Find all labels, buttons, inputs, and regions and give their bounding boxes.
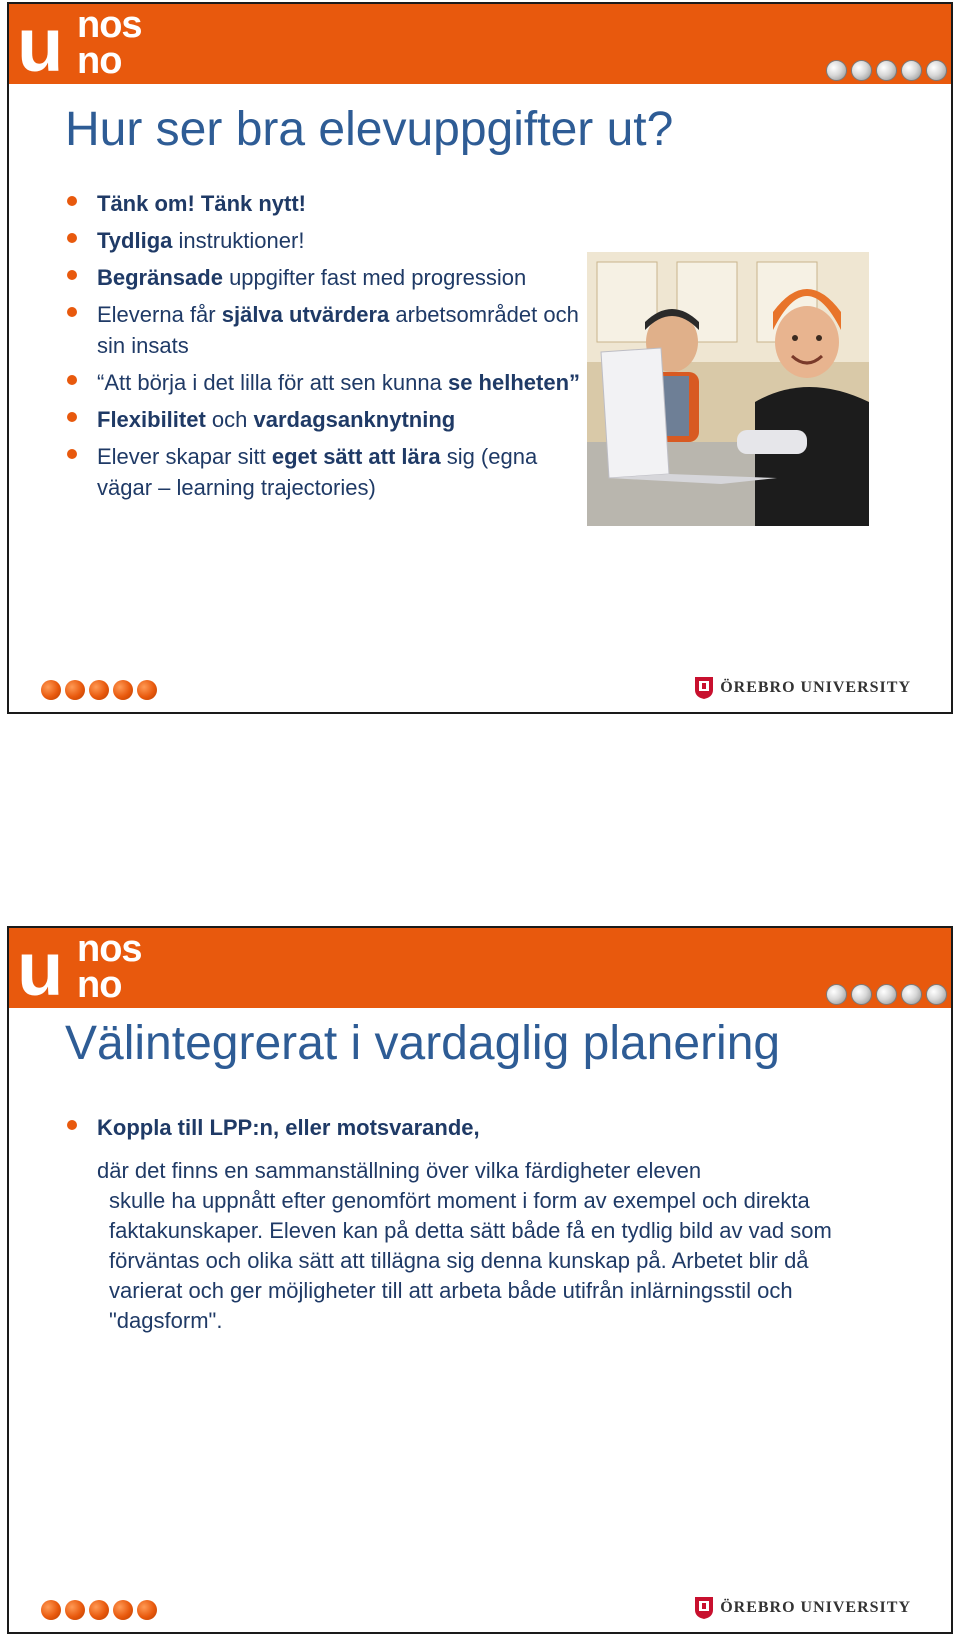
bullet-text: sig (egna vägar – learning trajectories) <box>97 444 538 500</box>
orange-dot-icon <box>137 1600 157 1620</box>
orange-dot-icon <box>113 680 133 700</box>
bullet-text: Flexibilitet <box>97 407 206 432</box>
orange-dot-icon <box>65 1600 85 1620</box>
orange-dot-icon <box>89 680 109 700</box>
bullet-text: Tydliga <box>97 228 173 253</box>
slide-title: Hur ser bra elevuppgifter ut? <box>65 103 674 156</box>
silver-dot-icon <box>826 984 847 1005</box>
slide-header: u nos no <box>9 4 951 84</box>
silver-dot-icon <box>901 984 922 1005</box>
orange-dots-decoration <box>41 1600 157 1620</box>
silver-dot-icon <box>926 60 947 81</box>
orange-dot-icon <box>137 680 157 700</box>
bullet-list <box>65 188 585 509</box>
university-logo <box>694 676 911 700</box>
orange-dots-decoration <box>41 680 157 700</box>
bullet-text: Elever skapar sitt <box>97 444 272 469</box>
bullet-text: uppgifter fast med progression <box>222 265 527 290</box>
orange-dot-icon <box>65 680 85 700</box>
bullet-text: själva utvärdera <box>221 302 390 327</box>
silver-dot-icon <box>826 60 847 81</box>
slide-header: u nos no <box>9 928 951 1008</box>
university-name: ÖREBRO UNIVERSITY <box>720 679 911 696</box>
silver-dot-icon <box>876 60 897 81</box>
bullet-list <box>65 1112 905 1149</box>
orange-dot-icon <box>89 1600 109 1620</box>
orange-dot-icon <box>41 1600 61 1620</box>
silver-dot-icon <box>901 60 922 81</box>
bullet-text: vardagsanknytning <box>253 407 456 432</box>
bullet-item: Koppla till LPP:n, eller motsvarande, <box>65 1112 905 1143</box>
slide-title: Välintegrerat i vardaglig planering <box>65 1017 781 1070</box>
university-shield-icon <box>694 676 714 700</box>
student-laptop-photo <box>587 252 869 526</box>
bullet-item <box>65 262 585 293</box>
orange-dot-icon <box>41 680 61 700</box>
bullet-text: Tänk om! Tänk nytt! <box>97 191 307 216</box>
bullet-text: Eleverna får <box>97 302 222 327</box>
silver-dot-icon <box>876 984 897 1005</box>
silver-dot-icon <box>926 984 947 1005</box>
bullet-item <box>65 299 585 361</box>
university-shield-icon <box>694 1596 714 1620</box>
bullet-text: instruktioner! <box>172 228 305 253</box>
bullet-item <box>65 188 585 219</box>
university-logo <box>694 1596 911 1620</box>
bullet-text: och <box>205 407 254 432</box>
silver-dots-decoration <box>826 984 947 1005</box>
bullet-item <box>65 367 585 398</box>
orange-dot-icon <box>113 1600 133 1620</box>
bullet-item <box>65 225 585 256</box>
bullet-item <box>65 404 585 435</box>
silver-dot-icon <box>851 60 872 81</box>
bullet-text: Begränsade <box>97 265 223 290</box>
body-paragraph: där det finns en sammanställning över vilka färdigheter eleven skulle ha uppnått efter genomfört moment i form av exempel och direkta faktakunskaper. Eleven kan på detta sätt både få en tydlig bild av vad som förväntas och olika sätt att tillägna sig denna kunskap på. Arbetet blir då varierat och ger möjligheter till att arbeta både utifrån inlärningsstil och "dagsform". <box>97 1158 832 1333</box>
bullet-text: “Att börja i det lilla för att sen kunna <box>97 370 448 395</box>
bullet-text: eget sätt att lära <box>271 444 441 469</box>
silver-dot-icon <box>851 984 872 1005</box>
university-name: ÖREBRO UNIVERSITY <box>720 1599 911 1616</box>
slide-2 <box>7 926 953 1634</box>
silver-dots-decoration <box>826 60 947 81</box>
photo-illustration <box>587 252 869 526</box>
bullet-text: arbetsområdet och sin insats <box>97 302 579 358</box>
bullet-item <box>65 441 585 503</box>
bullet-text: se helheten” <box>447 370 581 395</box>
slide-1 <box>7 2 953 714</box>
